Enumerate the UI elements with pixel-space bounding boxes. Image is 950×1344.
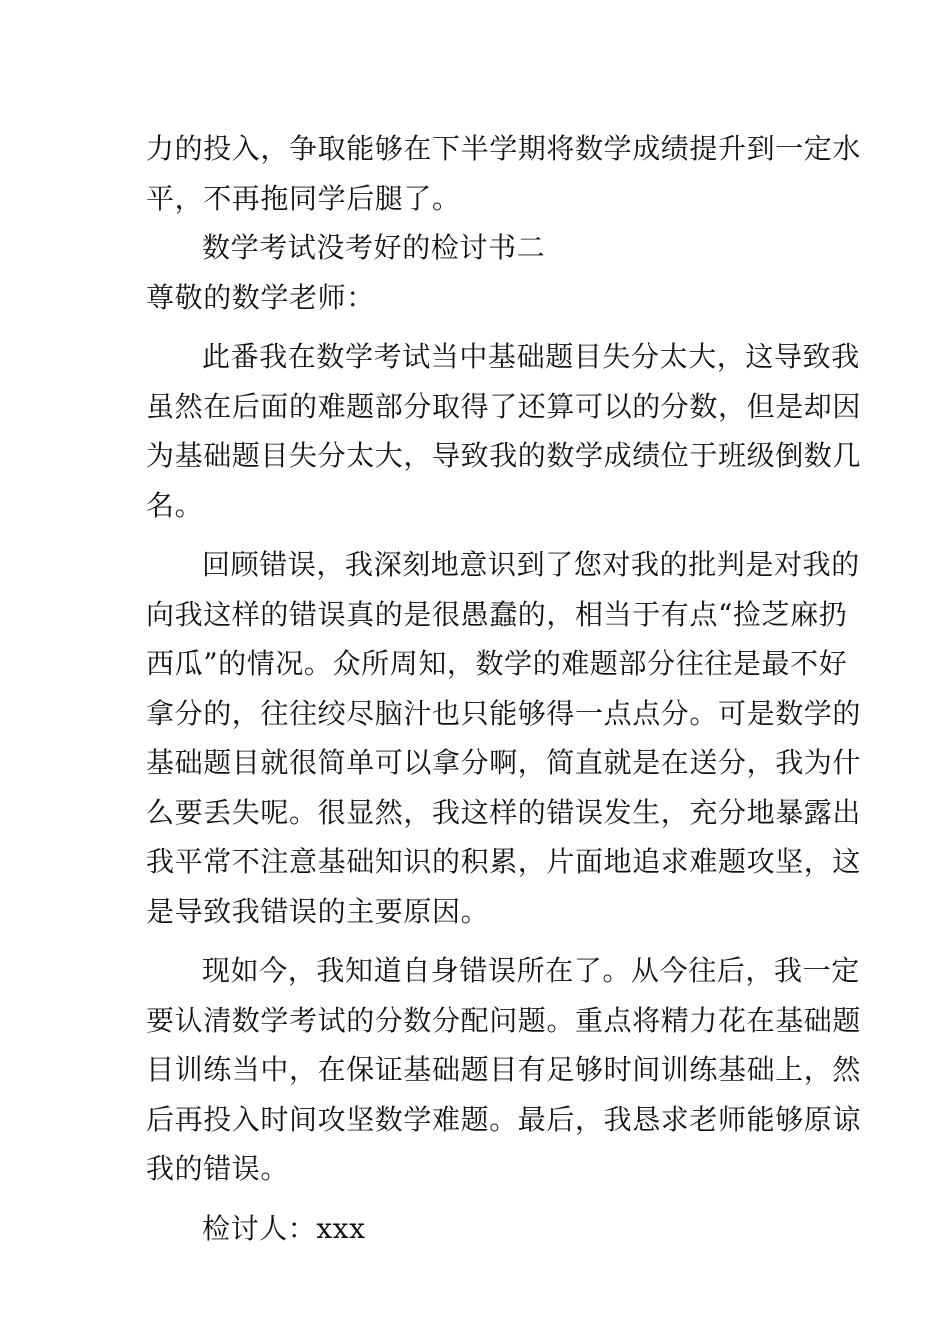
paragraph-3-line: 目训练当中，在保证基础题目有足够时间训练基础上，然 [146, 1053, 862, 1086]
text-line-continuation: 力的投入，争取能够在下半学期将数学成绩提升到一定水 [146, 132, 862, 165]
text-line-continuation: 平，不再拖同学后腿了。 [146, 181, 461, 215]
document-body [146, 124, 862, 1253]
paragraph-2-line: 是导致我错误的主要原因。 [146, 894, 490, 928]
paragraph-2-line: 向我这样的错误真的是很愚蠢的，相当于有点“捡芝麻扔 [146, 597, 848, 631]
paragraph-2-line: 拿分的，往往绞尽脑汁也只能够得一点点分。可是数学的 [146, 696, 862, 730]
paragraph-2-line: 我平常不注意基础知识的积累，片面地追求难题攻坚，这 [146, 845, 862, 878]
section-title: 数学考试没考好的检讨书二 [202, 231, 546, 264]
paragraph-2-line: 基础题目就很简单可以拿分啊，简直就是在送分，我为什 [146, 746, 862, 779]
paragraph-1-line: 虽然在后面的难题部分取得了还算可以的分数，但是却因 [146, 389, 862, 423]
paragraph-3-line: 我的错误。 [146, 1152, 290, 1185]
paragraph-3-line: 现如今，我知道自身错误所在了。从今往后，我一定 [202, 954, 860, 987]
paragraph-1-line: 名。 [146, 488, 204, 522]
paragraph-2-line: 回顾错误，我深刻地意识到了您对我的批判是对我的 [202, 548, 860, 581]
salutation: 尊敬的数学老师： [146, 280, 375, 314]
paragraph-2-line: 西瓜”的情况。众所周知，数学的难题部分往往是最不好 [146, 647, 848, 680]
paragraph-1-line: 此番我在数学考试当中基础题目失分太大，这导致我 [202, 340, 860, 373]
paragraph-2-line: 么要丢失呢。很显然，我这样的错误发生，充分地暴露出 [146, 795, 862, 829]
paragraph-3-line: 要认清数学考试的分数分配问题。重点将精力花在基础题 [146, 1003, 862, 1037]
paragraph-1-line: 为基础题目失分太大，导致我的数学成绩位于班级倒数几 [146, 439, 862, 472]
paragraph-3-line: 后再投入时间攻坚数学难题。最后，我恳求老师能够原谅 [146, 1102, 862, 1136]
signature-line: 检讨人：xxx [202, 1211, 366, 1245]
